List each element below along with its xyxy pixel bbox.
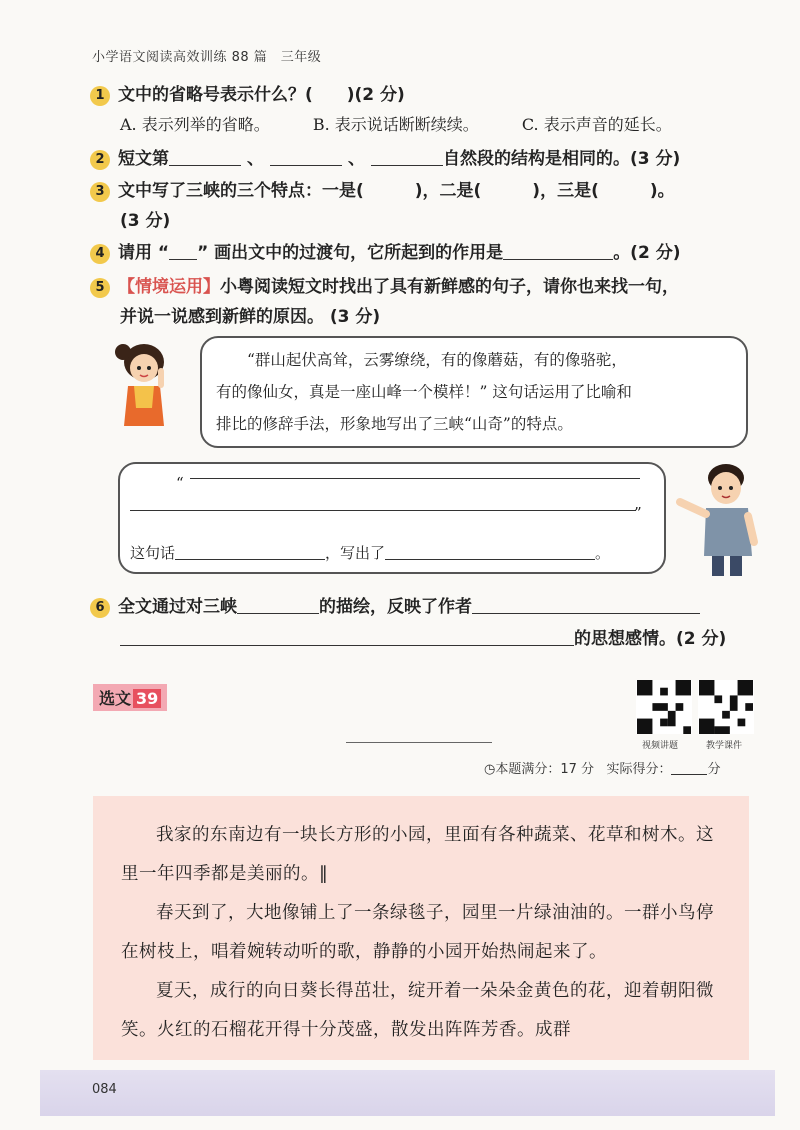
answer-blank[interactable] xyxy=(371,165,443,166)
answer-text: 这句话 xyxy=(130,544,176,562)
title-blank-line xyxy=(346,742,492,743)
answer-blank[interactable] xyxy=(503,259,613,260)
question-6-continued xyxy=(120,624,726,649)
separator: 、 xyxy=(247,149,264,169)
question-text: 全文通过对三峡 xyxy=(118,597,237,617)
running-title: 小学语文阅读高效训练 88 篇 三年级 xyxy=(92,50,322,65)
actual-score-label: 实际得分： xyxy=(606,762,672,777)
underline-symbol xyxy=(169,259,197,260)
example-speech-bubble xyxy=(200,336,748,448)
question-text: ” 画出文中的过渡句，它所起到的作用是 xyxy=(197,243,504,263)
question-text: 文中写了三峡的三个特点：一是( )，二是( )，三是( )。 xyxy=(118,181,675,201)
video-qr-code[interactable] xyxy=(636,680,692,734)
close-quote: ” xyxy=(634,504,642,522)
option-c[interactable]: C. 表示声音的延长。 xyxy=(521,115,672,134)
question-text: 的思想感情。(2 分) xyxy=(574,629,727,649)
question-text: 自然段的结构是相同的。(3 分) xyxy=(443,149,681,169)
passage-paragraph-3: 夏天，成行的向日葵长得茁壮，绽开着一朵朵金黄色的花，迎着朝阳微笑。火红的石榴花开得十分茂盛，散发出阵阵芳香。成群 xyxy=(121,981,714,1040)
video-qr-caption: 视频讲题 xyxy=(642,741,679,751)
clock-icon: ◷ xyxy=(484,762,496,777)
answer-blank[interactable] xyxy=(237,613,319,614)
question-number: 5 xyxy=(90,278,110,298)
question-4 xyxy=(90,238,680,264)
answer-sentence xyxy=(130,542,610,563)
question-3 xyxy=(90,176,675,202)
option-a[interactable]: A. 表示列举的省略。 xyxy=(120,115,270,134)
question-6 xyxy=(90,592,700,618)
question-text: 请用 “ xyxy=(118,243,170,263)
score-line xyxy=(484,758,720,777)
question-5 xyxy=(90,272,679,298)
question-number: 2 xyxy=(90,150,110,170)
question-text: 短文第 xyxy=(118,149,169,169)
answer-blank[interactable] xyxy=(169,165,241,166)
open-quote: “ xyxy=(176,474,184,492)
passage-section-label xyxy=(93,684,167,711)
option-b[interactable]: B. 表示说话断断续续。 xyxy=(312,115,479,134)
passage-paragraph-1: 我家的东南边有一块长方形的小园，里面有各种蔬菜、花草和树木。这里一年四季都是美丽的。‖ xyxy=(121,825,714,884)
page-number: 084 xyxy=(92,1082,117,1097)
answer-blank[interactable] xyxy=(270,165,342,166)
question-5-continued: 并说一说感到新鲜的原因。 (3 分) xyxy=(120,307,381,327)
question-number: 6 xyxy=(90,598,110,618)
answer-text: ，写出了 xyxy=(325,544,386,562)
example-line-1: “群山起伏高耸，云雾缭绕，有的像蘑菇，有的像骆驼， xyxy=(247,351,627,369)
question-number: 4 xyxy=(90,244,110,264)
example-line-3: 排比的修辞手法，形象地写出了三峡“山奇”的特点。 xyxy=(216,415,573,433)
answer-blank[interactable] xyxy=(175,559,325,560)
separator: 、 xyxy=(348,149,365,169)
answer-text: 。 xyxy=(595,544,611,562)
reading-passage xyxy=(93,796,749,1060)
boy-illustration xyxy=(668,458,768,578)
courseware-qr-code[interactable] xyxy=(698,680,754,734)
question-text: 的描绘，反映了作者 xyxy=(319,597,472,617)
question-1-options xyxy=(120,112,672,135)
context-tag: 【情境运用】 xyxy=(118,277,220,297)
question-text: 。(2 分) xyxy=(613,243,681,263)
girl-illustration xyxy=(108,338,188,438)
answer-blank[interactable] xyxy=(120,645,574,646)
question-number: 3 xyxy=(90,182,110,202)
answer-blank[interactable] xyxy=(472,613,700,614)
answer-line-2[interactable] xyxy=(130,510,636,511)
question-number: 1 xyxy=(90,86,110,106)
score-unit: 分 xyxy=(707,762,721,777)
answer-line-1[interactable] xyxy=(190,478,640,479)
answer-blank[interactable] xyxy=(385,559,595,560)
question-text: 小粤阅读短文时找出了具有新鲜感的句子，请你也来找一句， xyxy=(220,277,679,297)
answer-speech-bubble xyxy=(118,462,666,574)
section-label-text: 选文 xyxy=(99,689,132,708)
example-line-2: 有的像仙女，真是一座山峰一个模样！” 这句话运用了比喻和 xyxy=(216,383,632,401)
full-score: 本题满分：17 分 xyxy=(495,762,595,777)
section-number: 39 xyxy=(133,689,161,708)
courseware-qr-caption: 教学课件 xyxy=(706,741,743,751)
question-1 xyxy=(90,80,405,106)
question-2 xyxy=(90,144,680,170)
question-3-points: (3 分) xyxy=(120,211,171,231)
question-text: 文中的省略号表示什么？( )(2 分) xyxy=(118,85,405,105)
passage-paragraph-2: 春天到了，大地像铺上了一条绿毯子，园里一片绿油油的。一群小鸟停在树枝上，唱着婉转动听的歌，静静的小园开始热闹起来了。 xyxy=(121,903,714,962)
footer-band xyxy=(40,1070,775,1116)
actual-score-blank[interactable] xyxy=(671,774,707,775)
